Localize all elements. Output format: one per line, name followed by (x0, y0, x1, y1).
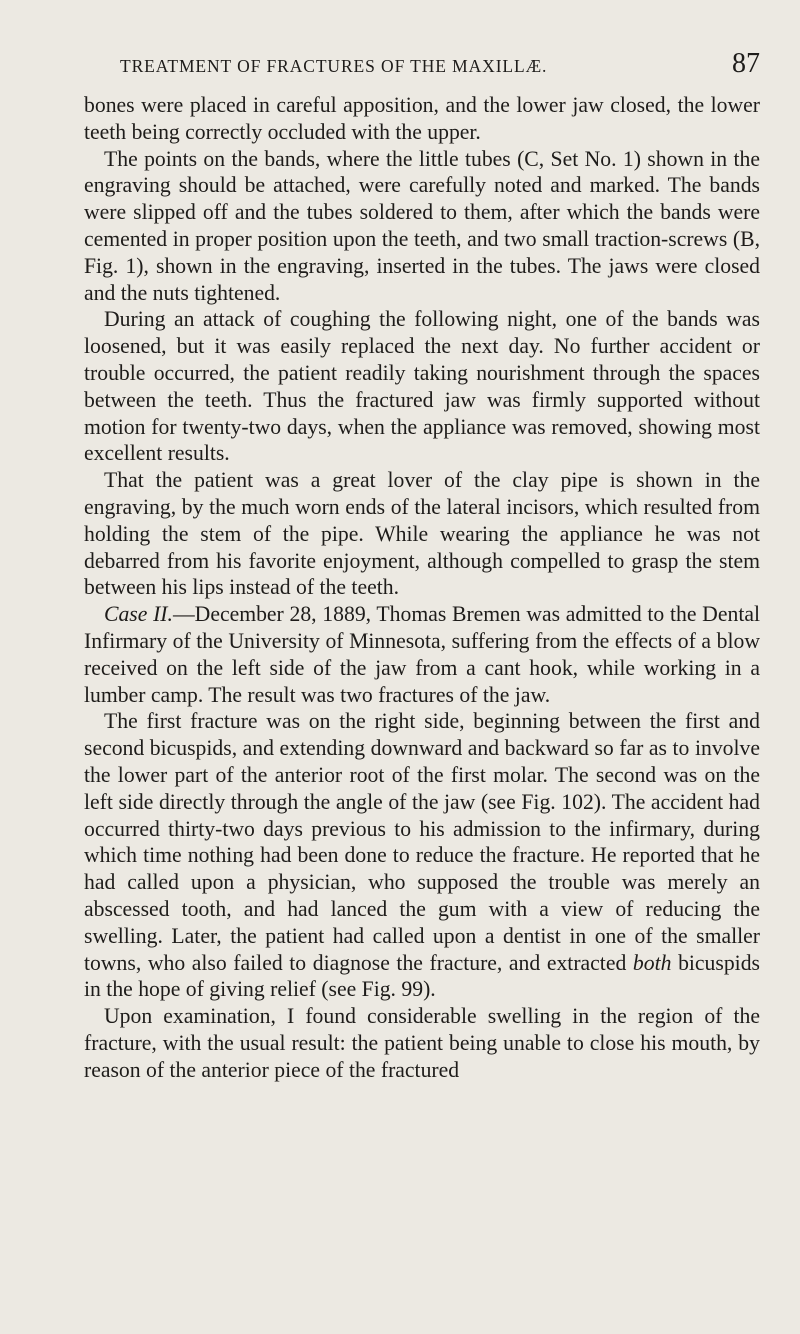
running-head (84, 48, 760, 86)
paragraph-text: —December 28, 1889, Thomas Bremen was admitted to the Dental Infirmary of the University of Minnesota, suffering from the effects of a blow received on the left side of the jaw from a cant hook, while working in a lumber camp. The result was two fractures of the jaw. (84, 602, 760, 707)
running-title: TREATMENT OF FRACTURES OF THE MAXILLÆ. (120, 56, 548, 76)
paragraph-text-continued: bicuspids in the hope of giving relief (see Fig. 99). (84, 950, 760, 1002)
paragraph (84, 146, 760, 307)
page-number: 87 (732, 48, 760, 79)
paragraph-text: The points on the bands, where the little tubes (C, Set No. 1) shown in the engraving should be attached, were carefully noted and marked. The bands were slipped off and the tubes soldered to them, after which the bands were cemented in proper position upon the teeth, and two small traction-screws (B, Fig. 1), shown in the engraving, inserted in the tubes. The jaws were closed and the nuts tightened. (84, 146, 760, 305)
paragraph-text: bones were placed in careful apposition, and the lower jaw closed, the lower teeth being correctly occluded with the upper. (84, 93, 760, 144)
paragraph (84, 467, 760, 601)
paragraph-continued (84, 92, 760, 146)
body-text (84, 92, 760, 1083)
case-heading: Case II. (104, 602, 173, 627)
paragraph (84, 1003, 760, 1083)
paragraph-text: Upon examination, I found considerable swelling in the region of the fracture, with the usual result: the patient being unable to close his mouth, by reason of the anterior piece of the fractured (84, 1004, 760, 1082)
paragraph-text: The first fracture was on the right side, beginning between the first and second bicuspids, and extending downward and backward so far as to involve the lower part of the anterior root of the first molar. The second was on the left side directly through the angle of the jaw (see Fig. 102). The accident had occurred thirty-two days previous to his admission to the infirmary, during which time nothing had been done to reduce the fracture. He reported that he had called upon a physician, who supposed the trouble was merely an abscessed tooth, and had lanced the gum with a view of reducing the swelling. Later, the patient had called upon a dentist in one of the smaller towns, who also failed to diagnose the fracture, and extracted (84, 709, 760, 975)
emphasized-word: both (632, 950, 672, 975)
paragraph-case-ii (84, 601, 760, 708)
paragraph (84, 708, 760, 1003)
paragraph (84, 306, 760, 467)
paragraph-text: During an attack of coughing the following night, one of the bands was loosened, but it was easily replaced the next day. No further accident or trouble occurred, the patient readily taking nourishment through the spaces between the teeth. Thus the fractured jaw was firmly supported without motion for twenty-two days, when the appliance was removed, showing most excellent results. (84, 307, 760, 466)
paragraph-text: That the patient was a great lover of the clay pipe is shown in the engraving, by the much worn ends of the lateral incisors, which resulted from holding the stem of the pipe. While wearing the appliance he was not debarred from his favorite enjoyment, although compelled to grasp the stem between his lips instead of the teeth. (84, 468, 760, 600)
